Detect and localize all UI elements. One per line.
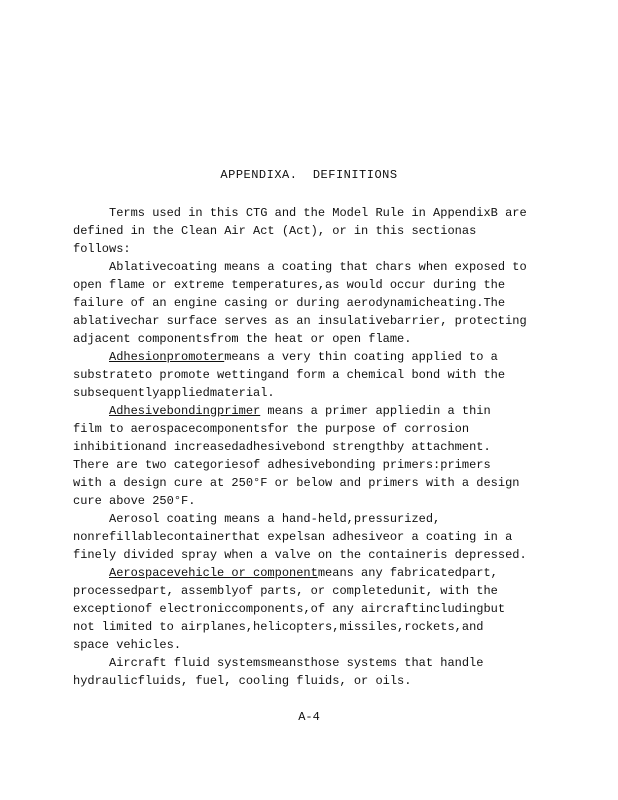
text-segment: means a primer appliedin a thin (260, 404, 491, 418)
text-segment: finely divided spray when a valve on the containeris depressed. (73, 548, 527, 562)
text-line (73, 348, 553, 366)
text-line (73, 258, 553, 276)
page-number: A-4 (298, 710, 320, 724)
paragraph-indent (73, 510, 109, 528)
paragraph-indent (73, 564, 109, 582)
text-segment: substrateto promote wettingand form a chemical bond with the (73, 368, 506, 382)
text-line (73, 312, 553, 330)
text-segment: nonrefillablecontainerthat expelsan adhesiveor a coating in a (73, 530, 513, 544)
text-line (73, 438, 553, 456)
defined-term: Aerospacevehicle or component (109, 566, 318, 580)
text-line (73, 384, 553, 402)
text-segment: Terms used in this CTG and the Model Rule in AppendixB are (109, 206, 527, 220)
text-segment: exceptionof electroniccomponents,of any aircraftincludingbut (73, 602, 506, 616)
text-segment: processedpart, assemblyof parts, or completedunit, with the (73, 584, 498, 598)
text-line (73, 474, 553, 492)
text-segment: Ablativecoating means a coating that chars when exposed to (109, 260, 527, 274)
text-line (73, 456, 553, 474)
text-line (73, 528, 553, 546)
paragraph-indent (73, 402, 109, 420)
text-line (73, 366, 553, 384)
text-segment: failure of an engine casing or during aerodynamicheating.The (73, 296, 506, 310)
defined-term: Adhesionpromoter (109, 350, 225, 364)
text-line (73, 294, 553, 312)
text-segment: Aircraft fluid systemsmeansthose systems that handle (109, 656, 484, 670)
text-segment: follows: (73, 242, 131, 256)
text-segment: There are two categoriesof adhesivebonding primers:primers (73, 458, 491, 472)
text-line (73, 654, 553, 672)
text-line (73, 420, 553, 438)
text-segment: ablativechar surface serves as an insulativebarrier, protecting (73, 314, 527, 328)
text-line (73, 240, 553, 258)
text-line (73, 672, 553, 690)
text-segment: hydraulicfluids, fuel, cooling fluids, or oils. (73, 674, 412, 688)
paragraph-indent (73, 348, 109, 366)
text-segment: not limited to airplanes,helicopters,missiles,rockets,and (73, 620, 484, 634)
text-segment: space vehicles. (73, 638, 182, 652)
paragraph-indent (73, 258, 109, 276)
text-segment: defined in the Clean Air Act (Act), or in this sectionas (73, 224, 477, 238)
text-segment: open flame or extreme temperatures,as would occur during the (73, 278, 506, 292)
text-line (73, 402, 553, 420)
text-segment: means any fabricatedpart, (317, 566, 498, 580)
text-line (73, 564, 553, 582)
text-line (73, 618, 553, 636)
text-segment: means a very thin coating applied to a (224, 350, 498, 364)
text-line (73, 636, 553, 654)
text-segment: with a design cure at 250°F or below and primers with a design (73, 476, 520, 490)
text-segment: Aerosol coating means a hand-held,pressurized, (109, 512, 441, 526)
text-segment: subsequentlyappliedmaterial. (73, 386, 275, 400)
body-text (73, 204, 553, 690)
text-line (73, 492, 553, 510)
paragraph-indent (73, 204, 109, 222)
paragraph-indent (73, 654, 109, 672)
text-line (73, 222, 553, 240)
defined-term: Adhesivebondingprimer (109, 404, 261, 418)
text-line (73, 330, 553, 348)
text-segment: inhibitionand increasedadhesivebond strengthby attachment. (73, 440, 491, 454)
text-segment: film to aerospacecomponentsfor the purpose of corrosion (73, 422, 470, 436)
text-line (73, 600, 553, 618)
text-line (73, 276, 553, 294)
text-segment: adjacent componentsfrom the heat or open flame. (73, 332, 412, 346)
text-line (73, 582, 553, 600)
text-line (73, 204, 553, 222)
page-title: APPENDIXA. DEFINITIONS (220, 168, 398, 182)
text-line (73, 510, 553, 528)
text-line (73, 546, 553, 564)
text-segment: cure above 250°F. (73, 494, 196, 508)
